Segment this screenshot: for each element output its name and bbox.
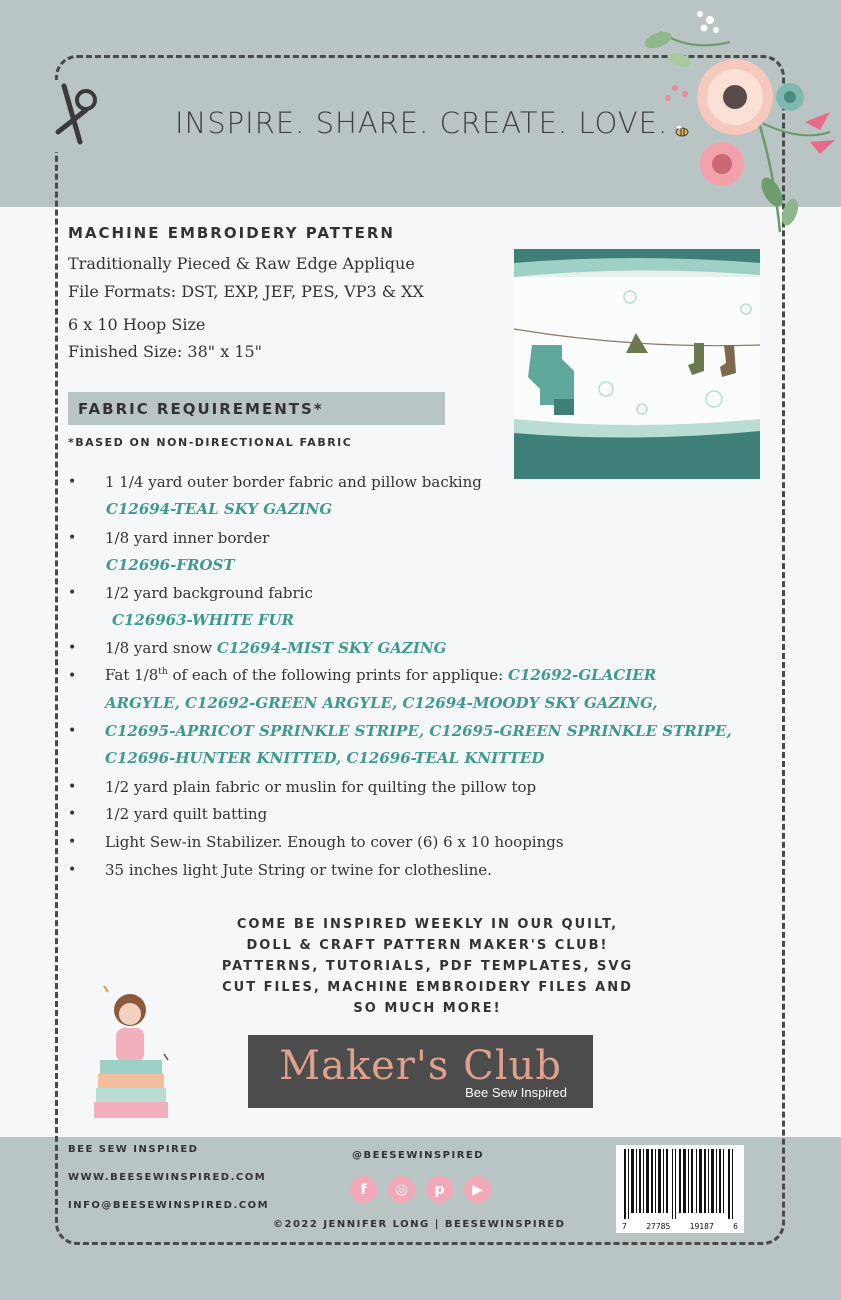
bullet-marker: •: [68, 806, 77, 822]
fabric-item-fabric: ARGYLE, C12692-GREEN ARGYLE, C12694-MOODY SKY GAZING,: [105, 694, 658, 712]
social-handle: @BEESEWINSPIRED: [352, 1150, 485, 1161]
fabric-item-text: 1/2 yard quilt batting: [105, 805, 268, 823]
promo-line: PATTERNS, TUTORIALS, PDF TEMPLATES, SVG: [221, 959, 634, 974]
fabric-item-fabric: C12694-MIST SKY GAZING: [216, 639, 447, 657]
fabric-item-fabric: C126963-WHITE FUR: [112, 611, 295, 629]
fabric-item-fabric: C12694-TEAL SKY GAZING: [106, 500, 333, 518]
barcode-digit: 27785: [646, 1222, 671, 1231]
barcode-bars-icon: [616, 1145, 744, 1221]
fabric-item-text: 1/8 yard snow: [105, 639, 213, 657]
promo-line: DOLL & CRAFT PATTERN MAKER'S CLUB!: [246, 938, 609, 953]
fabric-item-text-after: of each of the following prints for applique:: [167, 666, 504, 684]
barcode-digit: 6: [733, 1222, 738, 1231]
pattern-hoop-size: 6 x 10 Hoop Size: [68, 315, 206, 334]
fabric-requirements-title: FABRIC REQUIREMENTS*: [78, 400, 324, 418]
pattern-file-formats: File Formats: DST, EXP, JEF, PES, VP3 & XX: [68, 282, 424, 301]
barcode-digit: 19187: [689, 1222, 714, 1231]
fabric-item-fabric: C12696-HUNTER KNITTED, C12696-TEAL KNITTED: [105, 749, 545, 767]
pattern-title: MACHINE EMBROIDERY PATTERN: [68, 224, 395, 242]
floral-decoration-icon: [630, 2, 841, 242]
fabric-item-text: 1/2 yard plain fabric or muslin for quilting the pillow top: [105, 778, 537, 796]
fabric-requirements-note: *BASED ON NON-DIRECTIONAL FABRIC: [68, 436, 353, 449]
fabric-item-text: Fat 1/8: [105, 666, 159, 684]
bullet-marker: •: [68, 834, 77, 850]
pillow-photo: [514, 249, 760, 479]
bullet-marker: •: [68, 779, 77, 795]
makers-club-subtitle: Bee Sew Inspired: [465, 1085, 567, 1100]
fabric-item-text: 1/2 yard background fabric: [105, 584, 313, 602]
instagram-icon[interactable]: ◎: [388, 1176, 415, 1203]
tagline: INSPIRE. SHARE. CREATE. LOVE.: [175, 106, 669, 140]
bullet-marker: •: [68, 723, 77, 739]
fabric-item-fabric: C12696-FROST: [106, 556, 235, 574]
barcode: [616, 1145, 744, 1233]
bullet-marker: •: [68, 668, 77, 684]
website-link[interactable]: WWW.BEESEWINSPIRED.COM: [68, 1172, 267, 1183]
makers-club-name: Maker's Club: [279, 1043, 562, 1089]
email-link[interactable]: INFO@BEESEWINSPIRED.COM: [68, 1200, 270, 1211]
fabric-item-fabric: C12695-APRICOT SPRINKLE STRIPE, C12695-GREEN SPRINKLE STRIPE,: [105, 722, 732, 740]
promo-line: COME BE INSPIRED WEEKLY IN OUR QUILT,: [236, 917, 619, 932]
fabric-item-fabric: C12692-GLACIER: [508, 666, 657, 684]
youtube-icon[interactable]: ▶: [464, 1176, 491, 1203]
facebook-icon[interactable]: f: [350, 1176, 377, 1203]
copyright: ©2022 JENNIFER LONG | BEESEWINSPIRED: [273, 1219, 566, 1230]
barcode-digit: 7: [622, 1222, 627, 1231]
fabric-item-text: 1/8 yard inner border: [105, 529, 270, 547]
bullet-marker: •: [68, 530, 77, 546]
social-icons: [350, 1176, 491, 1203]
fabric-item-text: 1 1/4 yard outer border fabric and pillow backing: [105, 473, 482, 491]
bullet-marker: •: [68, 585, 77, 601]
scissors-icon: [50, 80, 98, 152]
fabric-item-line: [105, 639, 446, 657]
bullet-marker: •: [68, 640, 77, 656]
barcode-digits: [616, 1222, 744, 1231]
bullet-marker: •: [68, 474, 77, 490]
company-name: BEE SEW INSPIRED: [68, 1144, 199, 1155]
pattern-technique: Traditionally Pieced & Raw Edge Applique: [68, 254, 415, 273]
fabric-item-sup: th: [158, 667, 168, 677]
pinterest-icon[interactable]: p: [426, 1176, 453, 1203]
fabric-item-line: [105, 666, 656, 684]
illustrated-girl-icon: [90, 980, 180, 1130]
makers-club-promo: [200, 914, 655, 1019]
bullet-marker: •: [68, 862, 77, 878]
promo-line: SO MUCH MORE!: [353, 1001, 502, 1016]
promo-line: CUT FILES, MACHINE EMBROIDERY FILES AND: [222, 980, 633, 995]
fabric-item-text: 35 inches light Jute String or twine for clothesline.: [105, 861, 492, 879]
fabric-item-text: Light Sew-in Stabilizer. Enough to cover (6) 6 x 10 hoopings: [105, 833, 564, 851]
pattern-finished-size: Finished Size: 38" x 15": [68, 342, 263, 361]
makers-club-logo: [248, 1035, 593, 1108]
